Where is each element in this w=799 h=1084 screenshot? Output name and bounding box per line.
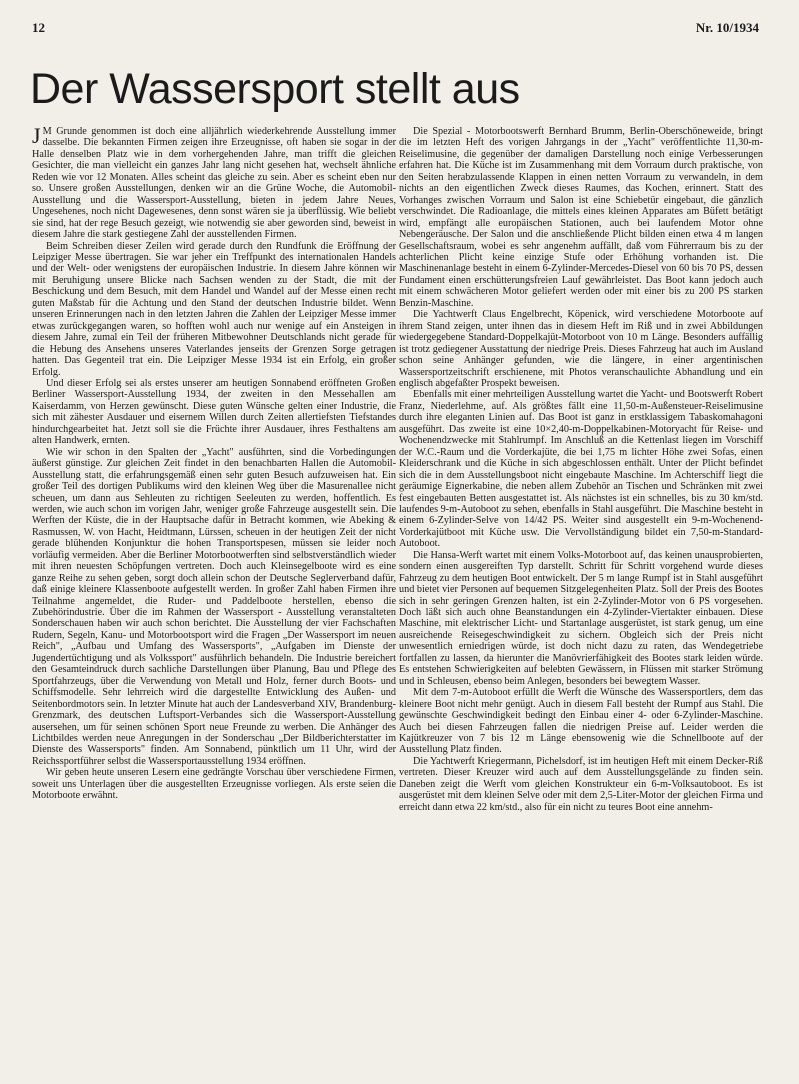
paragraph: Ebenfalls mit einer mehrteiligen Ausstellung wartet die Yacht- und Bootswerft Robert Franz, Niederlehme, auf. Als größtes fällt eine 11,50-m-Außensteuer-Reiselimusine durch ihre eleganten Linien auf. Das Boot ist ganz in erstklassigem Tabaskomahagoni ausgeführt. Das zweite ist eine 10×2,40-m-Doppelkabinen-Motoryacht für Reise- und Wochenendzwecke mit Stahlrumpf. Im Anschluß an die Kettenlast liegen im Vorschiff der W.C.-Raum und die Vorderkajüte, die bei 1,75 m lichter Höhe zwei Sofas, einen Kleiderschrank und die Küche in sich abgeschlossen enthält. Unter der Plicht befindet sich die in dem Ausstellungsboot nicht eingebaute Maschine. Im Achterschiff liegt die geräumige Eignerkabine, die neben allem Zubehör an Tischen und Schränken mit zwei fest eingebauten Betten ausgestattet ist. Als nächstes ist ein schnelles, bis zu 30 km/std. laufendes 9-m-Autoboot zu sehen, ebenfalls in Stahl ausgeführt. Die Maschine besteht in einem 6-Zylinder-Selve von 14/42 PS. Weiter sind ausgestellt ein 9-m-Wochenend-Vorderkajütboot mit Küche usw. Die Vervollständigung bildet ein 7,50-m-Standard-Autoboot. [399, 389, 763, 550]
paragraph [32, 126, 396, 241]
article-title: Der Wassersport stellt aus [30, 65, 520, 113]
page-number: 12 [32, 20, 45, 35]
paragraph: Wir geben heute unseren Lesern eine gedrängte Vorschau über verschiedene Firmen, soweit uns Unterlagen über die ausgestellten Erzeugnisse vorliegen. Als erste seien die Motorboote erwähnt. [32, 767, 396, 802]
issue-number: Nr. 10/1934 [695, 20, 759, 35]
paragraph: Die Yachtwerft Kriegermann, Pichelsdorf, ist im heutigen Heft mit einem Decker-Riß vertreten. Dieser Kreuzer wird auch auf dem Ausstellungsgelände zu finden sein. Daneben zeigt die Werft vom gleichen Konstrukteur ein 6-m-Volksautoboot. Es ist ausgerüstet mit dem kleinen Selve oder mit dem 2,5-Liter-Motor der gleichen Firma und erreicht dann etwa 22 km/std., also für ein nicht zu teures Boot eine annehm- [399, 755, 763, 813]
paragraph-text: M Grunde genommen ist doch eine alljährlich wiederkehrende Ausstellung immer dasselbe. Die bekannten Firmen zeigen ihre Erzeugnisse, oft haben sie sogar in der Halle denselben Platz wie in dem vorhergehenden Jahre, man trifft die gleichen Gesichter, die man vielleicht ein ganzes Jahr lang nicht gesehen hat, wechselt ähnliche Reden wie vor 12 Monaten. Alles scheint das gleiche zu sein. Aber es scheint eben nur so. Unsere großen Ausstellungen, denken wir an die Grüne Woche, die Automobil-Ausstellung und die Wassersport-Ausstellung, bieten in jedem Jahre Neues, Ungesehenes, noch nicht Dagewesenes, denn sonst wären sie ja überflüssig. Wie beliebt sie sind, hat der rege Besuch gezeigt, wie notwendig sie aber geworden sind, beweist in diesem Jahre die stark gestiegene Zahl der ausstellenden Firmen. [32, 126, 396, 241]
right-column [399, 126, 763, 1070]
paragraph: Mit dem 7-m-Autoboot erfüllt die Werft die Wünsche des Wassersportlers, dem das kleinere Boot nicht mehr genügt. Auch in diesem Fall besteht der Rumpf aus Stahl. Die gewünschte Geschwindigkeit bedingt den Einbau einer 4- oder 6-Zylinder-Maschine. Auch bei diesen Fahrzeugen fallen die niedrigen Preise auf. Leider werden die Kajütkreuzer von 7 bis 12 m Länge ebensowenig wie die Schnellboote auf der Ausstellung Platz finden. [399, 687, 763, 756]
paragraph: Und dieser Erfolg sei als erstes unserer am heutigen Sonnabend eröffneten Großen Berliner Wassersport-Ausstellung 1934, der zweiten in den Messehallen am Kaiserdamm, von Herzen gewünscht. Diese guten Wünsche gelten einer Industrie, die sich mit zähester Ausdauer und eisernem Willen durch Zeiten allertiefsten Tiefstandes hindurchgearbeitet hat. Jetzt soll sie die Früchte ihrer Ausdauer, ihres Festhaltens am alten Handwerk, ernten. [32, 377, 396, 447]
paragraph: Die Hansa-Werft wartet mit einem Volks-Motorboot auf, das keinen unausprobierten, sondern einen ausgereiften Typ darstellt. Schritt für Schritt vorgehend wurde dieses Fahrzeug zu dem heutigen Boot entwickelt. Der 5 m lange Rumpf ist in Stahl ausgeführt und bietet vier Personen auf bequemen Sitzgelegenheiten Platz. Soll der Preis des Bootes sich in sehr geringen Grenzen halten, ist ein 2-Zylinder-Motor von 6 PS vorgesehen. Doch läßt sich auch ohne Beanstandungen ein 4-Zylinder-Viertakter einbauen. Diese Maschine, mit elektrischer Licht- und Startanlage ausgerüstet, ist stark genug, um eine ausreichende Reisegeschwindigkeit zu sichern. Obgleich sich der Preis nicht unwesentlich erniedrigen würde, ist doch nicht dazu zu raten, das Wendegetriebe fortfallen zu lassen, da hierunter die Manövrierfähigkeit des Bootes stark leiden würde. Es entstehen Schwierigkeiten auf belebten Gewässern, in Flüssen mit starker Strömung und in Schleusen, ebenso beim Anlegen, besonders bei bewegtem Wasser. [399, 549, 763, 687]
dropcap: J [32, 126, 41, 148]
paragraph: Die Yachtwerft Claus Engelbrecht, Köpenick, wird verschiedene Motorboote auf ihrem Stand zeigen, unter ihnen das in diesem Heft im Riß und in zwei Abbildungen wiedergegebene Standard-Doppelkajüt-Motorboot von 10 m Länge. Besonders auffällig ist trotz gediegener Ausstattung der niedrige Preis. Dieses Fahrzeug hat auch im Ausland schon seine Anhänger gefunden, wie die längere, in einer argentinischen Wassersportzeitschrift erschienene, mit Photos veranschaulichte Abhandlung und ein englisch abgefaßter Prospekt beweisen. [399, 309, 763, 389]
paragraph: Wie wir schon in den Spalten der „Yacht" ausführten, sind die Vorbedingungen äußerst günstige. Zur gleichen Zeit findet in den benachbarten Hallen die Automobil-Ausstellung statt, die erfahrungsgemäß einen sehr guten Besuch aufzuweisen hat. Ein großer Teil des dortigen Publikums wird den kleinen Weg über die Masurenallee nicht scheuen, um dann aus Sehleuten zu richtigen Seeleuten zu werden, hoffentlich. Es werden, wie auch schon im vorigen Jahr, weniger große Fahrzeuge ausgestellt sein. Die Werften der Küste, die in der Hauptsache dafür in Betracht kommen, wie Abeking & Rasmussen, W. von Hacht, Heidtmann, Lürssen, scheuen in der heutigen Zeit der nicht gerade blühenden Konjunktur die hohen Transportspesen, müssen sie leider noch vorläufig vermeiden. Aber die Berliner Motorbootwerften sind selbstverständlich wieder mit ihren neuesten Schöpfungen vertreten. Doch auch Kleinsegelboote wird es eine ganze Reihe zu sehen geben, sorgt doch allein schon der Deutsche Seglerverband dafür, daß einige kleinere Klassenboote aufgestellt werden. In großer Zahl haben Firmen ihre Teilnahme angemeldet, die Ruder- und Paddelboote herstellen, ebenso die Zubehörindustrie. Über die im Rahmen der Wassersport - Ausstellung veranstalteten Sonderschauen haben wir auch schon berichtet. Die Ausstellung der vier Fachschaften Rudern, Segeln, Kanu- und Motorbootsport wird die Fragen „Der Wassersport im neuen Reich", „Aufbau und Umfang des Wassersports", „Aufgaben im Dienste der Jugendertüchtigung und als Volkssport" ausführlich behandeln. Die Industrie bereichert den Gesamteindruck durch sachliche Darstellungen über Planung, Bau und Pflege des Sportfahrzeugs, über die Verwendung von Metall und Holz, ferner durch Boots- und Schiffsmodelle. Sehr lehrreich wird die dargestellte Entwicklung des Außen- und Seitenbordmotors sein. In letzter Minute hat auch der Landesverband XIV, Brandenburg-Grenzmark, des deutschen Luftsport-Verbandes sich die Wassersport-Ausstellung ausersehen, um für seinen schönen Sport neue Freunde zu werben. Die Anhänger des Lichtbildes werden neue Anregungen in der Sonderschau „Der Bildberichterstatter im Dienste des Wassersports" finden. Am Sonnabend, pünktlich um 11 Uhr, wird der Reichssportführer selbst die Wassersportausstellung 1934 eröffnen. [32, 446, 396, 767]
paragraph: Die Spezial - Motorbootswerft Bernhard Brumm, Berlin-Oberschöneweide, bringt die im letzten Heft des vorigen Jahrgangs in der „Yacht" veröffentlichte 11,30-m-Reiselimusine, die gegenüber der damaligen Darstellung noch einige Verbesserungen erfahren hat. Die Küche ist im Zusammenhang mit dem Vorraum durch praktische, von den Seiten herabzulassende Klappen in einen netten Vorraum zu verwandeln, in dem nichts an den eigentlichen Zweck dieses Raumes, das Kochen, erinnert. Statt des Vorhanges zwischen Vorraum und Salon ist eine Schiebetür eingebaut, die gänzlich verschwindet. Die Radioanlage, die mittels eines kleinen Apparates am Büfett betätigt wird, empfängt alle europäischen Stationen, auch bei laufendem Motor ohne Nebengeräusche. Der Salon und die anschließende Plicht bilden einen etwa 4 m langen Gesellschaftsraum, wobei es sehr angenehm auffällt, daß vom Führerraum bis zu der achterlichen Plicht keine einzige Stufe oder Erhöhung vorhanden ist. Die Maschinenanlage besteht in einem 6-Zylinder-Mercedes-Diesel von 60 bis 70 PS, dessen Fundament einen erschütterungsfreien Lauf gewährleistet. Das Boot kann jedoch auch mit einem schwächeren Motor geliefert werden oder mit einer bis zu 200 PS starken Benzin-Maschine. [399, 126, 763, 309]
paragraph: Beim Schreiben dieser Zeilen wird gerade durch den Rundfunk die Eröffnung der Leipziger Messe übertragen. Sie war jeher ein Treffpunkt des internationalen Handels und der Welt- oder wenigstens der europäischen Industrie. In diesem Jahre können wir mit Beruhigung unsere Blicke nach Sachsen wenden zu der Stadt, die mit der Beschickung und dem Besuch, mit dem Handel und Wandel auf der Messe einen recht guten Maßstab für die Achtung und den Stand der deutschen Industrie bildet. Wenn unseren Erinnerungen nach in den letzten Jahren die Zahlen der Leipziger Messe immer etwas zurückgegangen waren, so hofften wohl auch nur wenige auf ein Ansteigen in diesem Jahre, zumal ein Teil der früheren Mitbewohner Deutschlands nicht gerade für die Hebung des Ansehens unseres Vaterlandes jenseits der Grenzen Sorge getragen hatten. Das Gegenteil trat ein. Die Leipziger Messe 1934 ist ein Erfolg, ein großer Erfolg. [32, 240, 396, 378]
left-column [32, 126, 396, 1070]
